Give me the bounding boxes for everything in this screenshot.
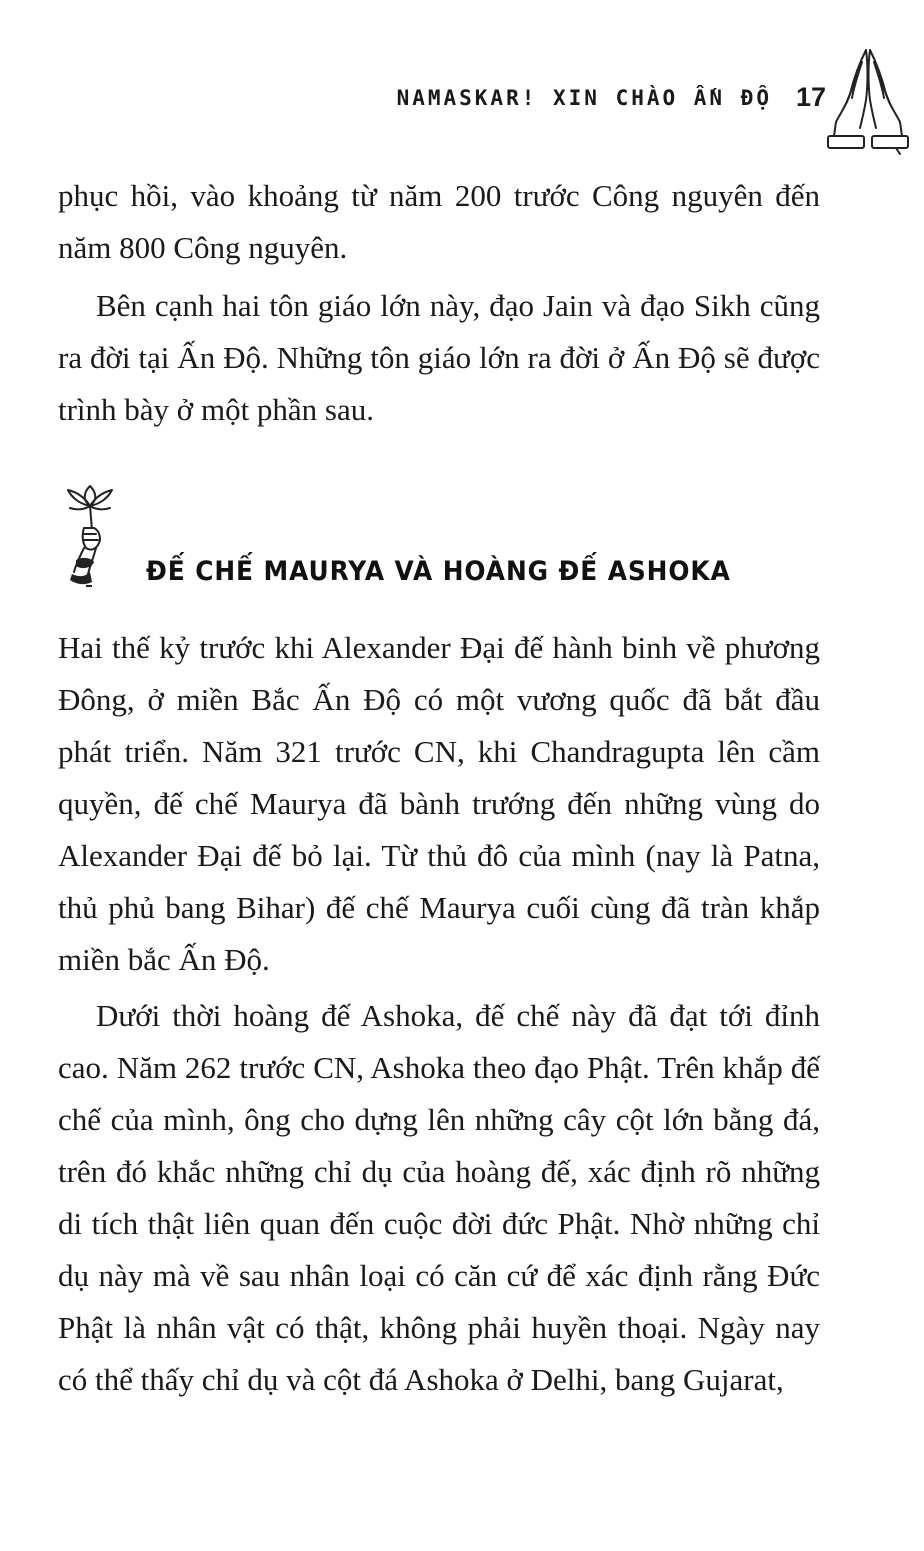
page-number: 17 (796, 82, 827, 112)
section-heading-block (58, 540, 858, 620)
namaste-hands-icon (826, 44, 910, 156)
paragraph: phục hồi, vào khoảng từ năm 200 trước Công nguyên đến năm 800 Công nguyên. (58, 178, 820, 265)
section-heading: ĐẾ CHẾ MAURYA VÀ HOÀNG ĐẾ ASHOKA (146, 556, 731, 587)
running-title: NAMASKAR! XIN CHÀO ẤN ĐỘ (396, 86, 772, 110)
lotus-in-hand-icon (62, 482, 118, 590)
paragraph: Dưới thời hoàng đế Ashoka, đế chế này đã đạt tới đỉnh cao. Năm 262 trước CN, Ashoka theo đạo Phật. Trên khắp đế chế của mình, ông cho dựng lên những cây cột lớn bằng đá, trên đó khắc những chỉ dụ của hoàng đế, xác định rõ những di tích thật liên quan đến cuộc đời đức Phật. Nhờ những chỉ dụ này mà về sau nhân loại có căn cứ để xác định rằng Đức Phật là nhân vật có thật, không phải huyền thoại. Ngày nay có thể thấy chỉ dụ và cột đá Ashoka ở Delhi, bang Gujarat, (58, 998, 820, 1397)
paragraph: Hai thế kỷ trước khi Alexander Đại đế hành binh về phương Đông, ở miền Bắc Ấn Độ có một vương quốc đã bắt đầu phát triển. Năm 321 trước CN, khi Chandragupta lên cầm quyền, đế chế Maurya đã bành trướng đến những vùng do Alexander Đại đế bỏ lại. Từ thủ đô của mình (nay là Patna, thủ phủ bang Bihar) đế chế Maurya cuối cùng đã tràn khắp miền bắc Ấn Độ. (58, 630, 820, 977)
paragraph: Bên cạnh hai tôn giáo lớn này, đạo Jain và đạo Sikh cũng ra đời tại Ấn Độ. Những tôn giáo lớn ra đời ở Ấn Độ sẽ được trình bày ở một phần sau. (58, 288, 820, 427)
running-header (0, 76, 924, 126)
